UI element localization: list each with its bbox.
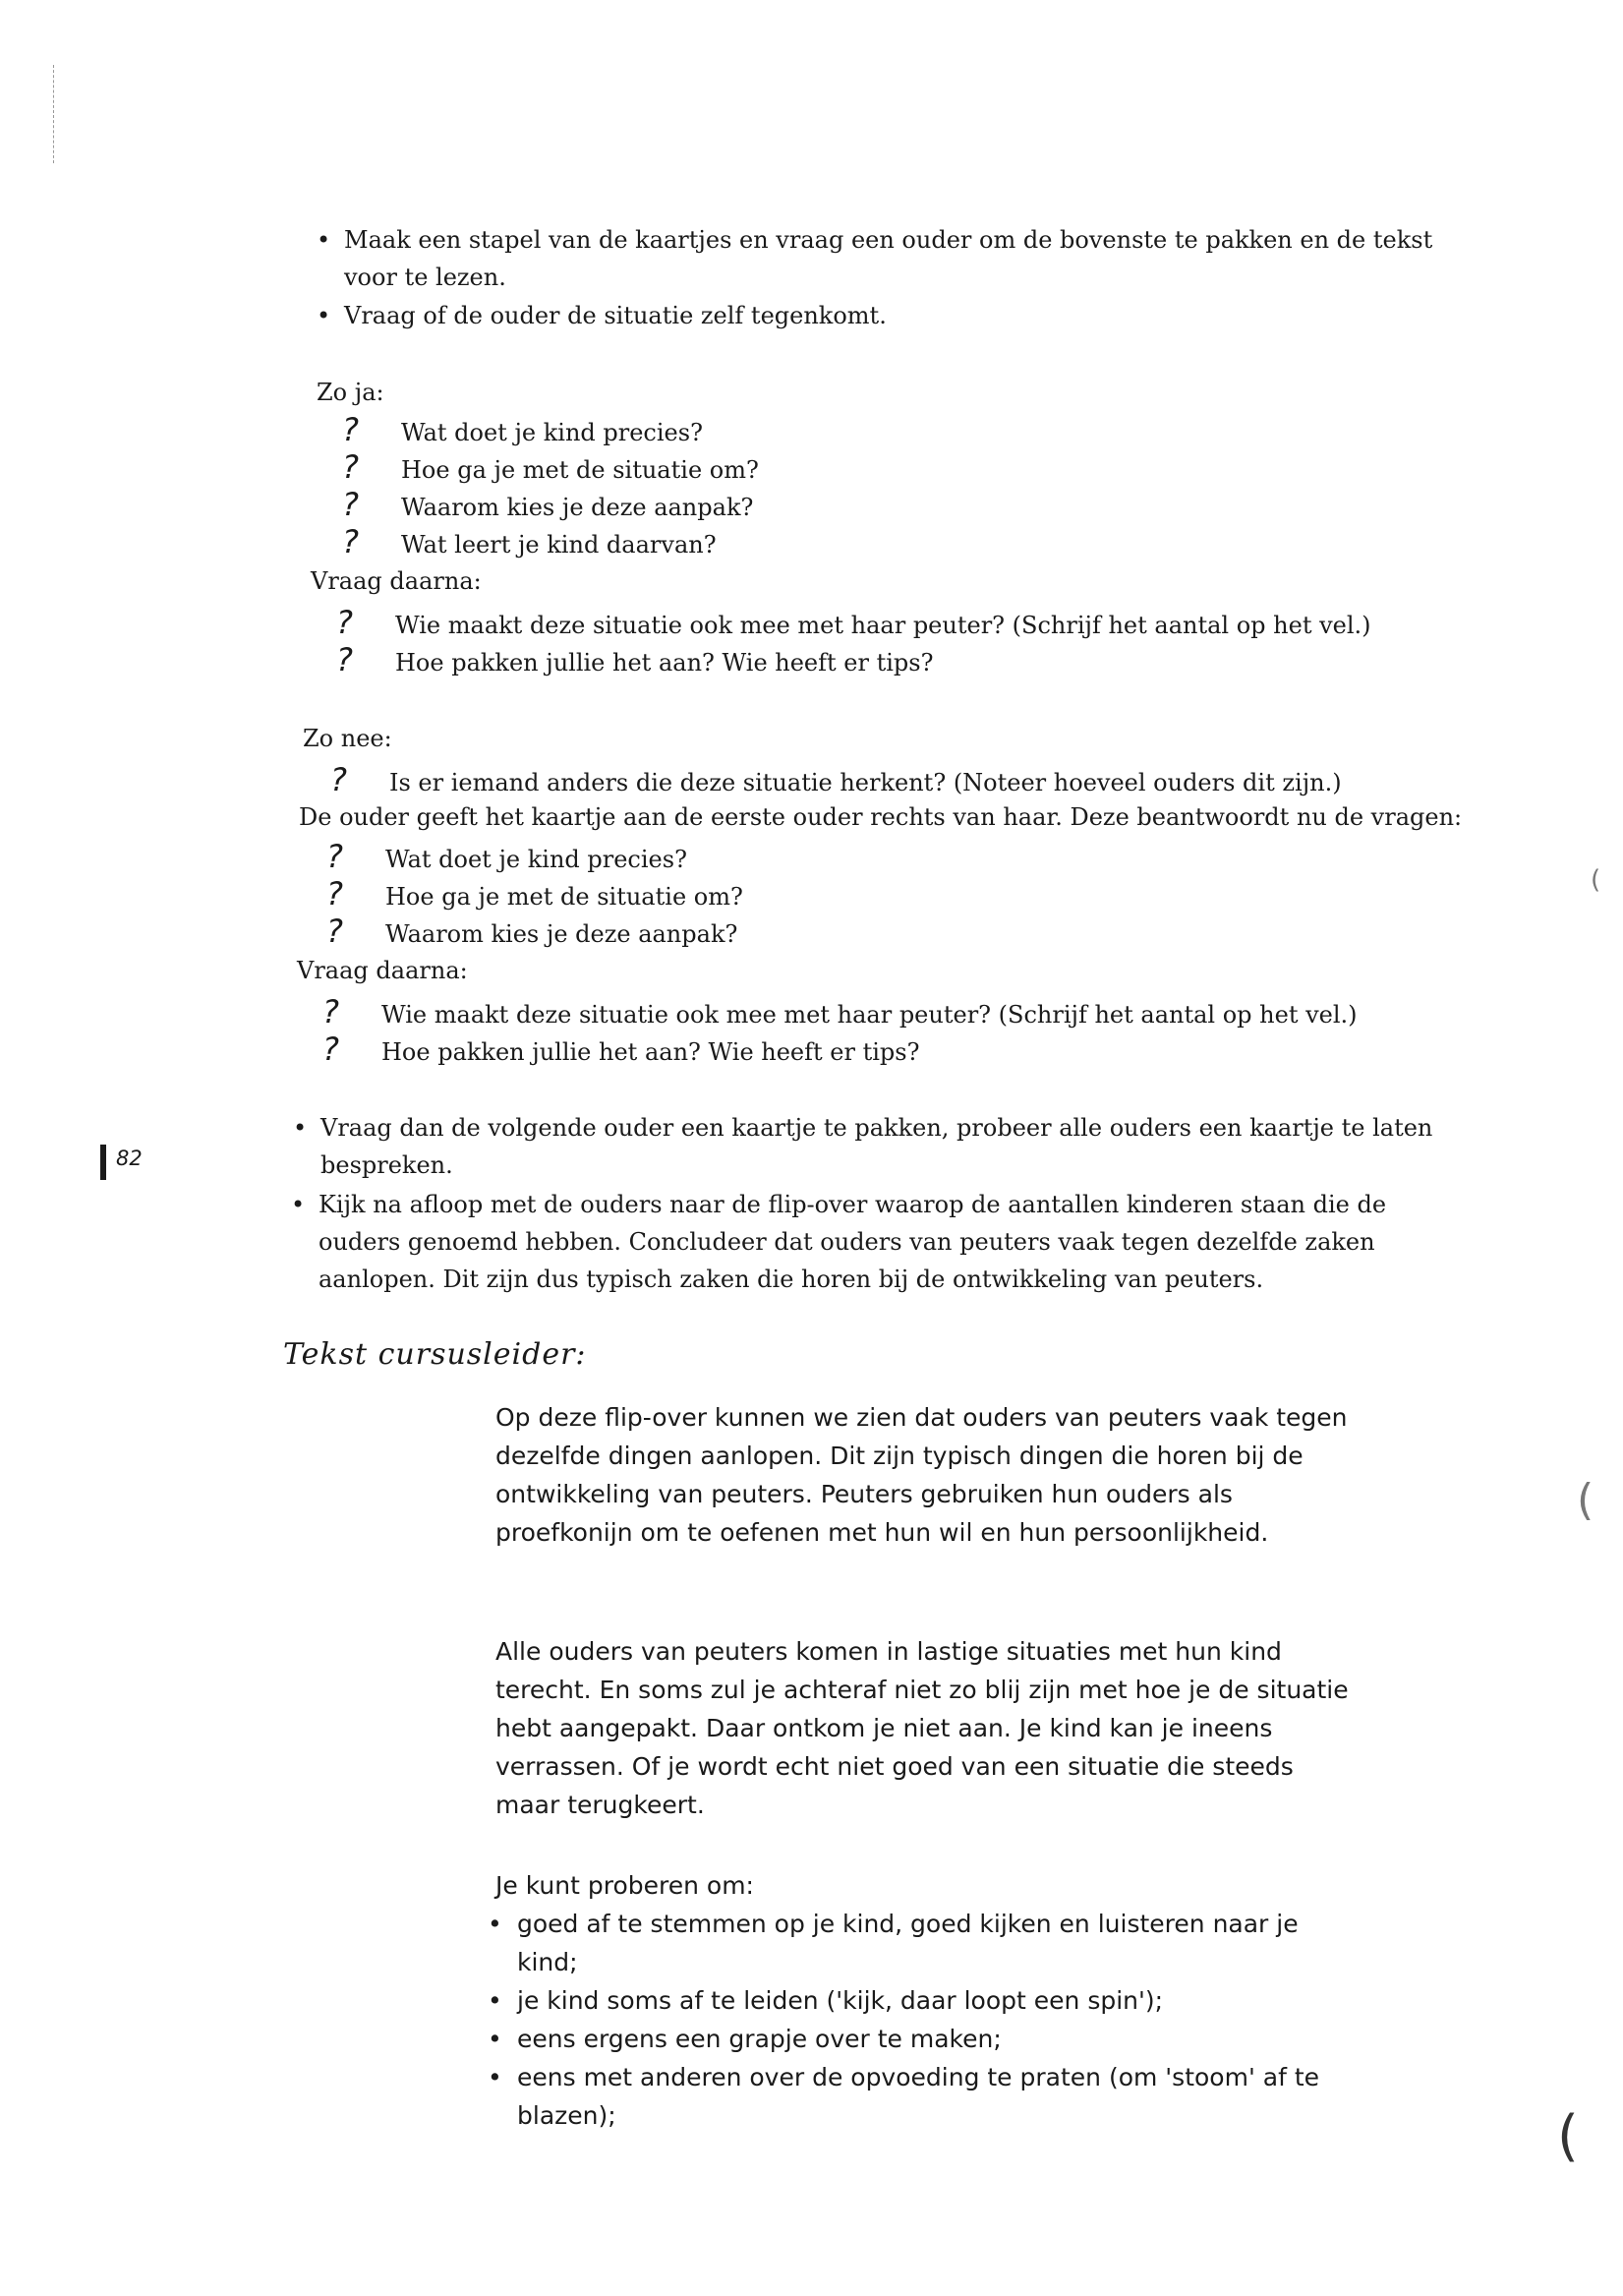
bullet-text: Vraag of de ouder de situatie zelf tegenkomt.: [344, 302, 887, 329]
question-mark-icon: ?: [326, 875, 343, 913]
question-item: [322, 1030, 919, 1071]
vraag-daarna-label: Vraag daarna:: [297, 957, 468, 984]
page-number: 82: [116, 1147, 143, 1170]
question-text: Hoe pakken jullie het aan? Wie heeft er tips?: [381, 1038, 920, 1066]
vraag-daarna-label: Vraag daarna:: [311, 567, 482, 595]
question-item: [342, 448, 759, 489]
question-item: [342, 486, 753, 526]
bullet-icon: •: [488, 2063, 502, 2091]
zo-nee-label: Zo nee:: [303, 725, 392, 752]
question-mark-icon: ?: [342, 411, 359, 448]
question-mark-icon: ?: [336, 641, 353, 678]
bullet-icon: •: [293, 1114, 308, 1142]
question-item: [336, 641, 933, 681]
question-text: Wat doet je kind precies?: [401, 419, 703, 446]
bullet-text: Vraag dan de volgende ouder een kaartje te pakken, probeer alle ouders een kaartje te laten bespreken.: [320, 1114, 1433, 1179]
question-mark-icon: ?: [322, 1030, 339, 1068]
question-text: Wat leert je kind daarvan?: [401, 531, 717, 559]
scan-artifact: (: [1557, 2104, 1579, 2168]
question-item: [342, 523, 717, 563]
list-item-text: goed af te stemmen op je kind, goed kijken en luisteren naar je kind;: [517, 1910, 1299, 1976]
bullet-icon: •: [488, 2025, 502, 2053]
bullet-icon: •: [488, 1986, 502, 2015]
question-text: Hoe ga je met de situatie om?: [401, 456, 759, 484]
question-text: Wat doet je kind precies?: [385, 846, 687, 873]
instruction-sentence: De ouder geeft het kaartje aan de eerste ouder rechts van haar. Deze beantwoordt nu de vragen:: [299, 803, 1463, 831]
bullet-item: [317, 297, 1486, 334]
question-mark-icon: ?: [342, 448, 359, 486]
list-item: [488, 1905, 1343, 1981]
question-mark-icon: ?: [322, 993, 339, 1030]
question-text: Hoe pakken jullie het aan? Wie heeft er tips?: [395, 649, 934, 677]
bullet-text: Maak een stapel van de kaartjes en vraag een ouder om de bovenste te pakken en de tekst voor te lezen.: [344, 226, 1433, 291]
question-text: Hoe ga je met de situatie om?: [385, 883, 743, 911]
question-item: [326, 838, 687, 878]
question-mark-icon: ?: [326, 913, 343, 950]
question-item: [330, 761, 1342, 801]
question-item: [322, 993, 1358, 1033]
list-item-text: eens ergens een grapje over te maken;: [517, 2025, 1002, 2053]
bullet-icon: •: [317, 302, 331, 329]
bullet-icon: •: [317, 226, 331, 254]
paragraph-1: Op deze flip-over kunnen we zien dat ouders van peuters vaak tegen dezelfde dingen aanlopen. Dit zijn typisch dingen die horen bij de ontwikkeling van peuters. Peuters gebruiken hun ouders als proefkonijn om te oefenen met hun wil en hun persoonlijkheid.: [495, 1403, 1348, 1547]
question-mark-icon: ?: [342, 523, 359, 560]
paragraph-2: Alle ouders van peuters komen in lastige situaties met hun kind terecht. En soms zul je achteraf niet zo blij zijn met hoe je de situatie hebt aangepakt. Daar ontkom je niet aan. Je kind kan je ineens verrassen. Of je wordt echt niet goed van een situatie die steeds maar terugkeert.: [495, 1637, 1349, 1819]
bullet-item: [291, 1186, 1471, 1298]
scan-artifact: (: [1591, 865, 1601, 895]
question-text: Wie maakt deze situatie ook mee met haar peuter? (Schrijf het aantal op het vel.): [395, 612, 1371, 639]
question-text: Wie maakt deze situatie ook mee met haar peuter? (Schrijf het aantal op het vel.): [381, 1001, 1358, 1029]
question-mark-icon: ?: [336, 604, 353, 641]
question-text: Waarom kies je deze aanpak?: [385, 920, 738, 948]
margin-bar: [100, 1145, 106, 1180]
list-item: [488, 2020, 1343, 2058]
bullet-icon: •: [488, 1910, 502, 1938]
scan-artifact: (: [1577, 1475, 1594, 1525]
bullet-icon: •: [291, 1191, 306, 1218]
bullet-text: Kijk na afloop met de ouders naar de flip-over waarop de aantallen kinderen staan die de ouders genoemd hebben. Concludeer dat ouders van peuters vaak tegen dezelfde zaken aanlopen. Dit zijn dus typisch zaken die horen bij de ontwikkeling van peuters.: [319, 1191, 1387, 1293]
bullet-item: [293, 1109, 1473, 1184]
question-mark-icon: ?: [342, 486, 359, 523]
section-heading: Tekst cursusleider:: [283, 1337, 587, 1372]
tips-list: [488, 1905, 1343, 2135]
question-item: [326, 875, 743, 915]
list-item: [488, 2058, 1343, 2135]
bullet-item: [317, 221, 1486, 296]
list-item-text: je kind soms af te leiden ('kijk, daar loopt een spin');: [517, 1986, 1164, 2015]
list-item-text: eens met anderen over de opvoeding te praten (om 'stoom' af te blazen);: [517, 2063, 1320, 2130]
scan-artifact: [53, 65, 56, 163]
question-item: [336, 604, 1371, 644]
question-item: [342, 411, 703, 451]
list-item: [488, 1981, 1343, 2020]
list-intro: Je kunt proberen om:: [495, 1871, 754, 1900]
question-mark-icon: ?: [326, 838, 343, 875]
question-text: Is er iemand anders die deze situatie herkent? (Noteer hoeveel ouders dit zijn.): [389, 769, 1342, 796]
question-text: Waarom kies je deze aanpak?: [401, 494, 754, 521]
question-item: [326, 913, 737, 953]
question-mark-icon: ?: [330, 761, 347, 798]
zo-ja-label: Zo ja:: [317, 379, 384, 406]
